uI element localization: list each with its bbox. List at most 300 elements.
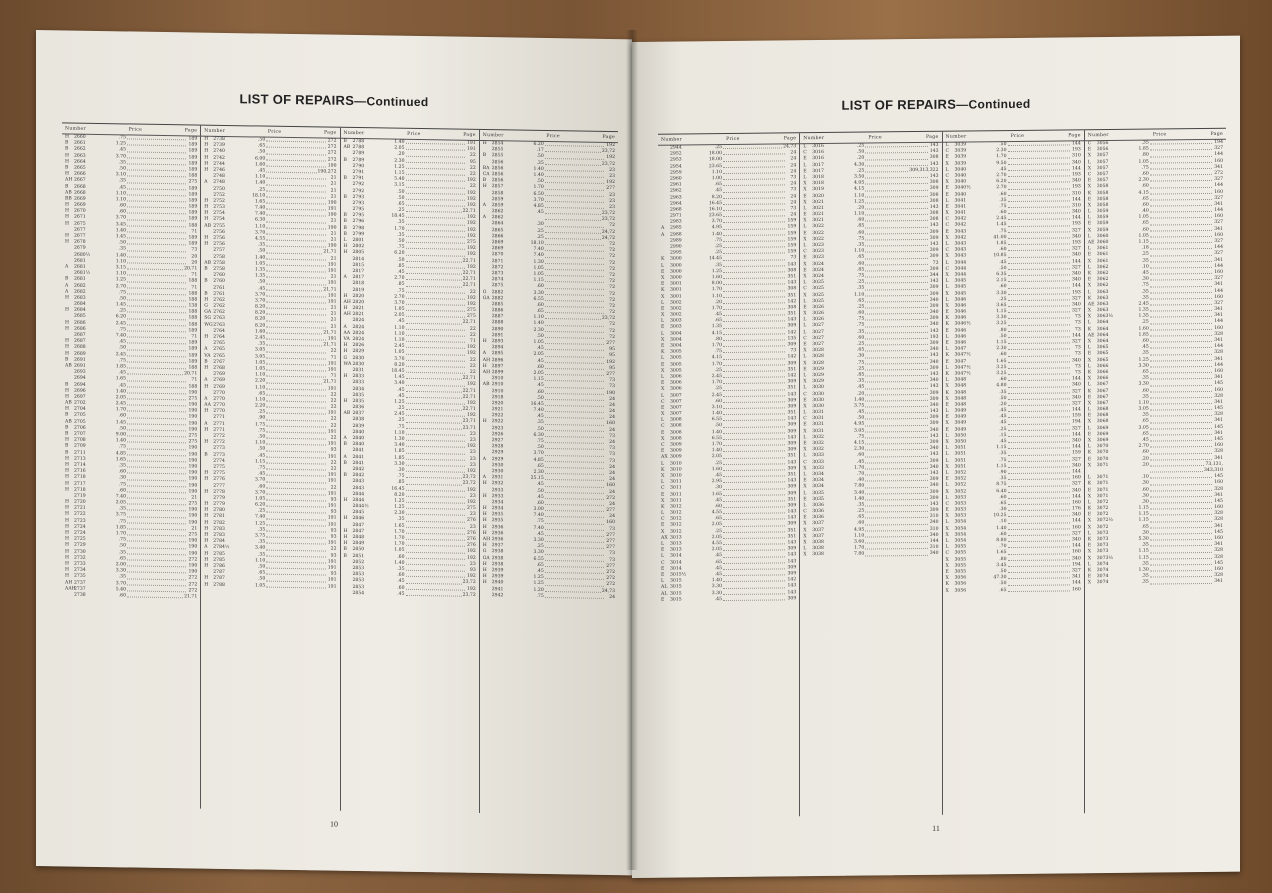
repair-number: 3044 — [954, 266, 967, 272]
leader-dots — [1150, 443, 1212, 448]
catalog-page: 190 — [188, 482, 198, 489]
repair-number: 2862 — [491, 209, 504, 215]
leader-dots — [127, 216, 186, 221]
catalog-page: 72 — [609, 279, 615, 285]
leader-dots — [865, 489, 927, 494]
leader-dots — [1008, 482, 1070, 487]
leader-dots — [127, 173, 186, 178]
catalog-page: 73 — [609, 452, 615, 458]
leader-dots — [865, 366, 927, 371]
repair-price: 6.20 — [996, 179, 1007, 185]
catalog-page: 192 — [606, 155, 615, 161]
leader-dots — [545, 513, 604, 518]
catalog-page: 189 — [188, 167, 198, 173]
catalog-page: 24,72 — [601, 235, 615, 241]
leader-dots — [865, 533, 927, 538]
catalog-page: 22 — [330, 423, 337, 429]
repair-price: .20 — [1141, 456, 1149, 462]
repair-price: 2.45 — [394, 343, 405, 349]
repair-price: 1.10 — [255, 384, 266, 391]
repair-number: 3038 — [812, 546, 824, 552]
class-code: C — [1087, 141, 1092, 147]
repair-number: 3050 — [954, 433, 967, 439]
repair-number: 3005 — [670, 362, 682, 368]
repair-number: 2669 — [74, 196, 86, 202]
catalog-page: 272 — [327, 144, 337, 150]
catalog-page: 144 — [1071, 283, 1081, 289]
header-page: Page — [783, 136, 797, 142]
catalog-page: 191 — [466, 140, 476, 146]
repair-price: .65 — [118, 556, 126, 562]
leader-dots — [865, 273, 927, 278]
catalog-page: 191 — [327, 565, 337, 571]
repair-number: 2848 — [352, 534, 365, 541]
repair-number: 3046 — [954, 303, 967, 309]
catalog-page: 340 — [929, 427, 939, 433]
catalog-page: 341 — [1214, 399, 1223, 405]
header-page: Page — [1068, 133, 1081, 139]
leader-dots — [545, 340, 604, 345]
leader-dots — [545, 278, 604, 283]
leader-dots — [127, 272, 186, 277]
catalog-page: 23,72 — [601, 316, 615, 322]
class-code: H — [343, 528, 348, 534]
repair-number: 2856 — [491, 165, 504, 172]
repair-number: 2929 — [491, 450, 504, 456]
catalog-page: 22 — [330, 417, 337, 423]
repair-number: 3041 — [954, 198, 967, 204]
leader-dots — [545, 334, 604, 339]
repair-number: 3047½ — [954, 371, 971, 377]
header-number: Number — [204, 128, 226, 134]
leader-dots — [1008, 364, 1070, 369]
leader-dots — [723, 144, 782, 149]
catalog-page: 73 — [1074, 351, 1081, 357]
repair-number: 2796 — [352, 219, 365, 225]
class-code: X — [1087, 438, 1092, 444]
repair-price: .45 — [118, 339, 126, 345]
class-code: H — [343, 541, 348, 547]
leader-dots — [1008, 513, 1070, 518]
class-code: E — [803, 397, 807, 403]
leader-dots — [127, 593, 183, 598]
catalog-page: 327 — [1071, 456, 1081, 462]
leader-dots — [406, 437, 465, 442]
repair-number: 2815 — [352, 262, 365, 268]
catalog-page: 188 — [188, 309, 198, 315]
class-code: L — [661, 417, 665, 423]
class-code: X — [945, 303, 949, 309]
leader-dots — [266, 435, 325, 440]
repair-price: 3.30 — [115, 568, 126, 574]
repair-number: 2922 — [491, 413, 504, 419]
leader-dots — [406, 369, 465, 374]
class-code: C — [661, 485, 665, 492]
catalog-page: 275 — [466, 307, 476, 313]
catalog-page: 143 — [929, 223, 939, 229]
repair-price: .60 — [856, 521, 865, 527]
repair-price: .15 — [999, 432, 1007, 438]
repair-price: 8.20 — [394, 492, 405, 498]
class-code: H — [65, 214, 70, 220]
catalog-page: 340 — [929, 346, 939, 353]
class-code: H — [204, 532, 209, 538]
leader-dots — [545, 179, 604, 184]
catalog-page: 191 — [327, 441, 337, 447]
repair-number: 2840 — [352, 429, 365, 435]
leader-dots — [127, 439, 186, 444]
leader-dots — [723, 584, 785, 589]
class-code: L — [803, 329, 807, 335]
class-code: A — [482, 202, 487, 208]
repair-number: 3040 — [954, 167, 967, 173]
leader-dots — [127, 500, 186, 505]
class-code: H — [343, 373, 348, 380]
class-code: L — [1087, 561, 1091, 567]
catalog-page: 192 — [466, 549, 476, 555]
leader-dots — [1150, 332, 1212, 337]
class-code: H — [482, 561, 487, 567]
catalog-page: 71 — [191, 334, 198, 340]
leader-dots — [1008, 265, 1070, 270]
catalog-page: 309 — [787, 565, 797, 571]
catalog-page: 21,71 — [323, 249, 337, 256]
leader-dots — [723, 454, 785, 459]
repair-price: 2.05 — [394, 312, 405, 319]
class-code: B — [65, 431, 69, 437]
repair-price: .60 — [118, 487, 126, 494]
catalog-page: 22 — [330, 392, 337, 398]
repair-number: 2787 — [213, 569, 225, 576]
catalog-page: 72 — [609, 223, 615, 229]
leader-dots — [865, 335, 927, 340]
repair-price: .45 — [257, 285, 266, 292]
repair-number: 2857 — [491, 184, 504, 190]
catalog-page: 190 — [188, 421, 198, 427]
class-code: H — [482, 141, 487, 147]
class-code: X — [945, 235, 949, 241]
title-suffix: —Continued — [354, 93, 429, 110]
repair-number: 2763 — [213, 322, 225, 328]
repair-number: 3024 — [812, 267, 824, 273]
leader-dots — [266, 360, 325, 365]
repair-number: 2717 — [74, 481, 86, 487]
table-column — [799, 132, 941, 816]
leader-dots — [723, 590, 785, 595]
repair-price: 1.85 — [1138, 332, 1149, 338]
repair-number: 3020 — [812, 193, 824, 199]
repair-number: 2667 — [74, 177, 86, 184]
repair-number: 3069 — [1096, 431, 1109, 437]
catalog-page: 21 — [330, 318, 337, 324]
repair-number: 2842 — [352, 473, 365, 479]
catalog-page: 277 — [606, 538, 615, 545]
leader-dots — [865, 291, 927, 296]
repair-price: .25 — [856, 304, 865, 310]
repair-price: 18.45 — [391, 213, 405, 220]
catalog-page: 190 — [188, 489, 198, 495]
repair-number: 2896 — [491, 357, 504, 363]
catalog-page: 192 — [606, 180, 615, 186]
leader-dots — [1008, 438, 1070, 443]
catalog-page: 71 — [469, 338, 476, 344]
leader-dots — [1008, 302, 1070, 307]
repair-price: 1.40 — [854, 397, 865, 403]
leader-dots — [127, 222, 186, 227]
repair-number: 3073½ — [1096, 555, 1113, 561]
repair-price: 1.15 — [533, 277, 544, 284]
repair-number: 3036 — [812, 509, 824, 515]
catalog-page: 71 — [191, 377, 198, 383]
repair-number: 2847 — [352, 528, 365, 534]
class-code: L — [661, 356, 665, 362]
repair-number: 2840 — [352, 442, 365, 448]
catalog-page: 143 — [929, 278, 939, 285]
repair-number: 3063½ — [1096, 314, 1113, 320]
leader-dots — [406, 264, 465, 269]
repair-price: .45 — [1141, 437, 1149, 443]
leader-dots — [1008, 308, 1070, 313]
repair-number: 3059 — [1096, 209, 1109, 215]
catalog-page: 192 — [466, 177, 476, 184]
repair-price: .50 — [397, 195, 405, 201]
repair-number: 2686 — [74, 326, 86, 332]
catalog-page: 191 — [327, 577, 337, 584]
class-code: AH — [482, 369, 491, 376]
catalog-page: 190 — [188, 458, 198, 464]
repair-number: 3022 — [812, 230, 824, 236]
leader-dots — [865, 390, 927, 395]
class-code: H — [65, 456, 70, 462]
catalog-page: 309 — [929, 186, 939, 192]
repair-number: 2962 — [670, 188, 682, 194]
repair-price: .45 — [536, 346, 544, 352]
leader-dots — [127, 389, 186, 394]
repair-number: 3030 — [812, 403, 824, 409]
catalog-page: 192 — [466, 301, 476, 307]
repair-number: 2921 — [491, 407, 504, 413]
catalog-page: 145 — [1214, 381, 1223, 387]
repair-number: 3034 — [812, 484, 824, 490]
repair-number: 3054 — [954, 526, 967, 532]
repair-number: 2894 — [491, 345, 504, 351]
repair-number: 3046 — [954, 315, 967, 321]
repair-price: .75 — [257, 428, 266, 434]
repair-price: .45 — [397, 578, 405, 585]
leader-dots — [723, 516, 785, 521]
catalog-page: 93 — [330, 509, 337, 515]
leader-dots — [127, 457, 186, 462]
catalog-page: 189 — [188, 340, 198, 346]
repair-number: 2988 — [670, 232, 682, 238]
repair-number: 2719 — [74, 493, 86, 499]
class-code: X — [803, 521, 807, 527]
leader-dots — [545, 198, 604, 203]
leader-dots — [545, 167, 604, 172]
catalog-page: 328 — [1214, 331, 1223, 337]
repair-price: 2.70 — [996, 173, 1007, 179]
leader-dots — [1150, 468, 1203, 473]
repair-price: .35 — [999, 389, 1007, 395]
repair-number: 2805 — [352, 250, 365, 256]
class-code: X — [1087, 165, 1092, 171]
leader-dots — [723, 367, 785, 372]
repair-price: .50 — [536, 395, 544, 401]
repair-price: 3.70 — [711, 219, 722, 225]
catalog-page: 73 — [609, 557, 615, 563]
catalog-page: 190 — [188, 470, 198, 476]
class-code: B — [343, 460, 347, 466]
repair-number: 2940 — [491, 580, 504, 586]
page-title — [632, 94, 1240, 115]
class-code: X — [945, 439, 949, 445]
table-row — [201, 582, 339, 590]
repair-number: 3003 — [670, 318, 682, 324]
class-code: A — [661, 226, 665, 232]
class-code: A — [661, 232, 665, 238]
repair-number: 2697 — [74, 394, 86, 400]
leader-dots — [127, 290, 186, 295]
leader-dots — [723, 479, 785, 484]
repair-price: 1.65 — [996, 550, 1007, 556]
repair-number: 3044 — [954, 260, 967, 266]
leader-dots — [266, 558, 325, 563]
repair-number: 3031 — [812, 428, 824, 434]
leader-dots — [127, 253, 186, 258]
catalog-page: 309 — [787, 323, 797, 329]
leader-dots — [266, 441, 325, 446]
catalog-page: 22 — [469, 153, 476, 159]
header-price: Price — [1152, 132, 1167, 138]
class-code: E — [1087, 543, 1092, 549]
repair-price: 1.15 — [996, 340, 1007, 346]
repair-price: 1.70 — [854, 465, 865, 471]
leader-dots — [723, 262, 785, 267]
catalog-page: 309 — [929, 235, 939, 241]
catalog-page: 23 — [609, 192, 615, 198]
catalog-page: 191 — [327, 472, 337, 478]
class-code: E — [945, 328, 949, 334]
leader-dots — [127, 463, 186, 468]
repair-number: 2989 — [670, 238, 682, 244]
repair-number: 3048 — [954, 396, 967, 402]
leader-dots — [127, 426, 186, 431]
leader-dots — [545, 321, 604, 326]
leader-dots — [865, 143, 927, 148]
repair-number: 2882 — [491, 295, 504, 302]
catalog-page: 272 — [327, 150, 337, 157]
repair-price: .45 — [536, 568, 544, 574]
table-row — [62, 592, 200, 600]
class-code: E — [661, 380, 665, 386]
catalog-page: 72 — [609, 254, 615, 260]
repair-price: 1.10 — [394, 325, 405, 331]
repair-number: 3050 — [954, 439, 967, 445]
leader-dots — [1008, 160, 1070, 165]
class-code: E — [945, 414, 949, 420]
class-code: H — [343, 534, 348, 540]
leader-dots — [1150, 264, 1212, 269]
catalog-page: 276 — [466, 530, 476, 536]
catalog-page: 308 — [929, 155, 939, 161]
class-code: B — [343, 442, 347, 448]
catalog-page: 143 — [787, 583, 797, 589]
repair-number: 2752 — [213, 192, 225, 198]
leader-dots — [1150, 295, 1212, 300]
repair-price: 2.05 — [533, 352, 544, 358]
leader-dots — [723, 225, 785, 230]
catalog-page: 188 — [188, 173, 198, 179]
repair-number: 2753 — [213, 204, 225, 211]
repair-price: 2.70 — [1138, 443, 1149, 449]
catalog-page: 22,71 — [462, 208, 476, 214]
leader-dots — [406, 474, 462, 479]
repair-number: 3064 — [1096, 332, 1109, 338]
catalog-page: 160 — [1214, 504, 1223, 510]
class-code: K — [945, 322, 949, 328]
leader-dots — [406, 567, 465, 572]
class-code: C — [945, 148, 950, 154]
class-code: X — [945, 575, 949, 581]
leader-dots — [266, 472, 325, 477]
repair-number: 3037 — [812, 533, 824, 539]
repair-number: 2854 — [352, 590, 365, 596]
repair-number: 2849 — [352, 541, 365, 547]
repair-number: 3011 — [670, 491, 682, 498]
catalog-page: 309 — [929, 390, 939, 396]
catalog-page: 340 — [1071, 357, 1081, 363]
catalog-page: 144 — [1071, 580, 1081, 586]
class-code — [65, 592, 74, 598]
leader-dots — [127, 315, 186, 320]
repair-price: .60 — [1141, 171, 1149, 177]
leader-dots — [545, 247, 604, 252]
leader-dots — [266, 298, 325, 303]
catalog-page: 160 — [1214, 566, 1223, 572]
repair-number: 2780 — [213, 508, 225, 514]
class-code: AH — [343, 299, 351, 305]
class-code: L — [343, 237, 347, 243]
leader-dots — [406, 165, 465, 170]
repair-number: 2930 — [491, 469, 504, 475]
repair-price: 3.70 — [533, 197, 544, 203]
repair-price: 1.25 — [394, 164, 405, 170]
class-code: B — [65, 276, 69, 282]
catalog-page: 276 — [466, 518, 476, 524]
catalog-page: 340 — [929, 359, 939, 365]
repair-price: .35 — [1141, 289, 1149, 295]
catalog-page: 191 — [327, 386, 337, 392]
leader-dots — [1150, 301, 1212, 306]
table-row — [658, 596, 799, 604]
leader-dots — [865, 452, 927, 457]
repair-price: 16.45 — [708, 200, 722, 206]
repair-price: 1.25 — [394, 498, 405, 504]
repair-price: 3.30 — [711, 590, 722, 596]
class-code: C — [803, 459, 807, 465]
leader-dots — [127, 569, 186, 574]
class-code: A — [343, 435, 347, 441]
repair-number: 3000 — [670, 256, 682, 262]
leader-dots — [406, 208, 462, 213]
catalog-page: 340 — [1071, 271, 1081, 277]
class-code: X — [945, 532, 949, 538]
class-code: X — [945, 563, 949, 569]
class-code: E — [803, 305, 807, 311]
class-code: X — [1087, 555, 1092, 561]
class-code: A — [343, 324, 347, 330]
repair-price: .60 — [999, 284, 1007, 290]
